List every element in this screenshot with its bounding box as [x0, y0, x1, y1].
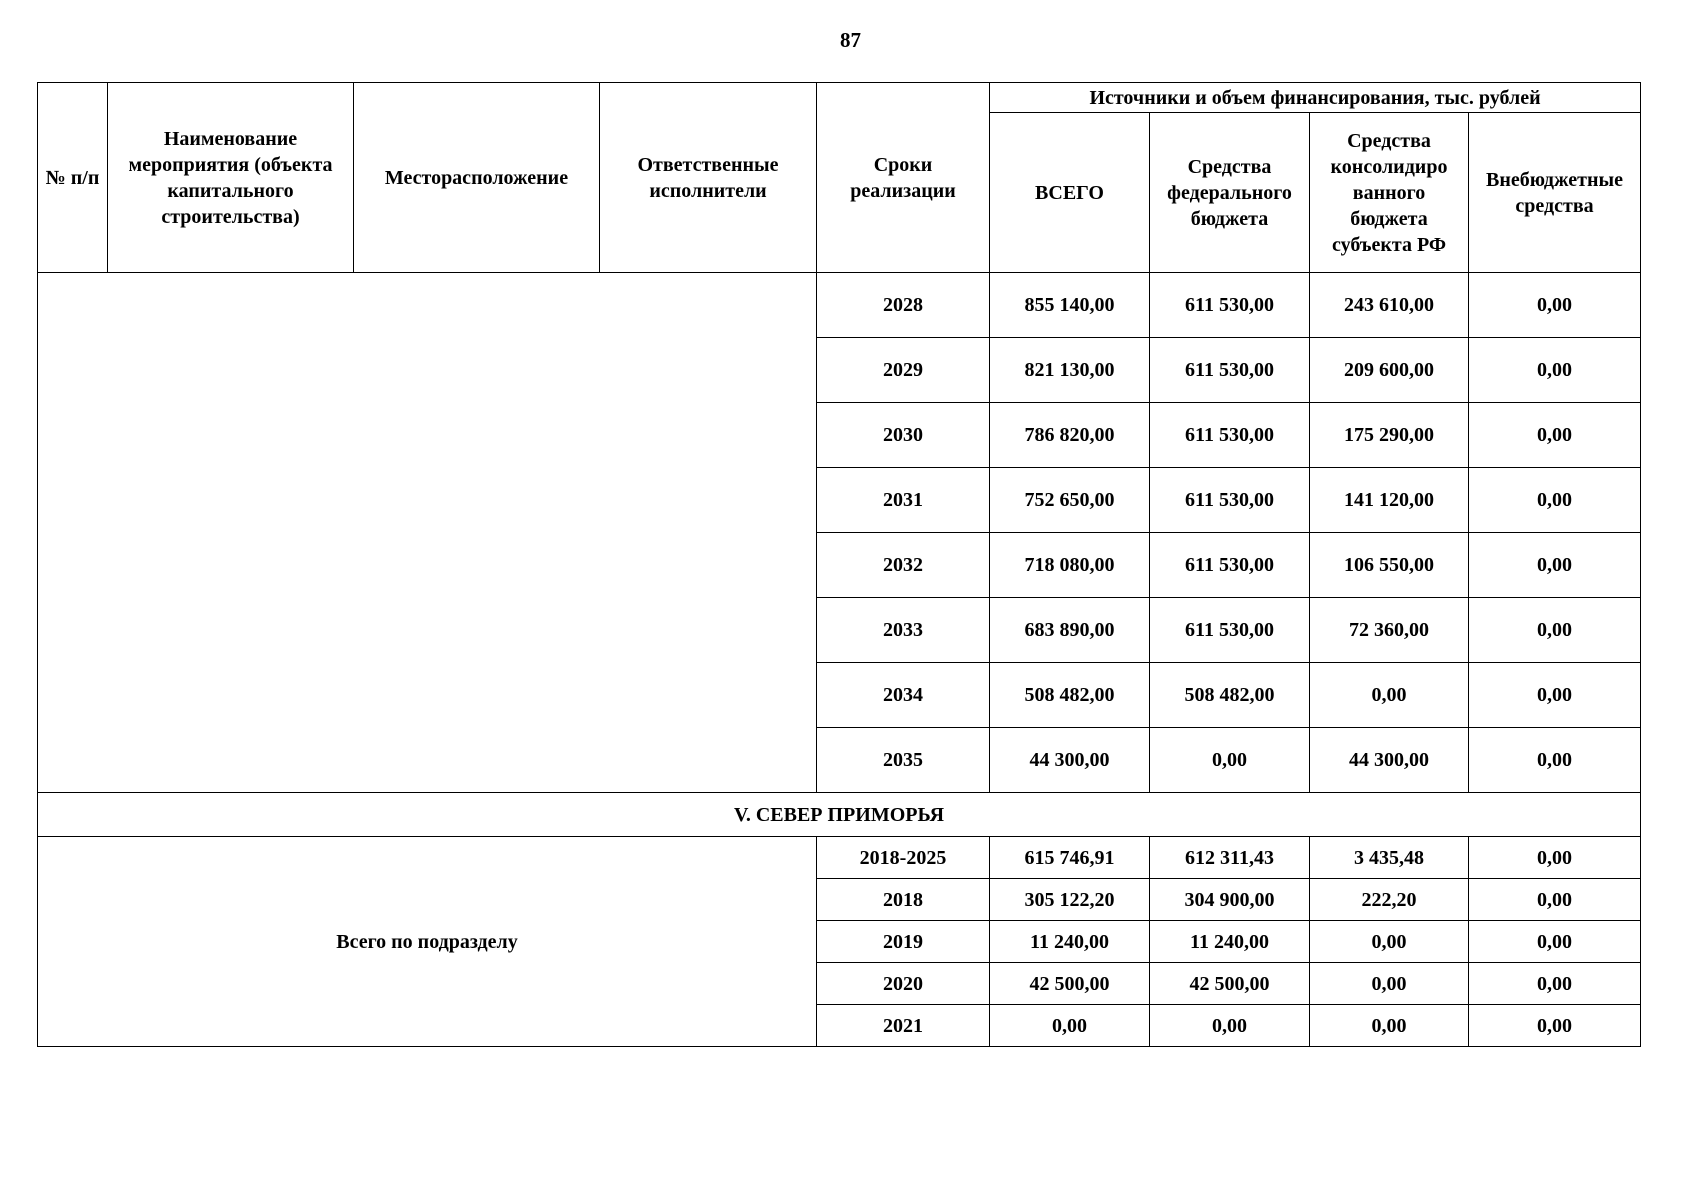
- federal-cell: 611 530,00: [1150, 338, 1310, 403]
- consolidated-cell: 0,00: [1310, 663, 1469, 728]
- period-cell: 2033: [817, 598, 990, 663]
- table-body: [38, 273, 1641, 1047]
- extrabudget-cell: 0,00: [1469, 663, 1641, 728]
- table-row: [38, 837, 1641, 879]
- total-cell: 718 080,00: [990, 533, 1150, 598]
- consolidated-cell: 175 290,00: [1310, 403, 1469, 468]
- section-title: V. СЕВЕР ПРИМОРЬЯ: [38, 793, 1641, 837]
- federal-cell: 508 482,00: [1150, 663, 1310, 728]
- federal-cell: 304 900,00: [1150, 879, 1310, 921]
- extrabudget-cell: 0,00: [1469, 963, 1641, 1005]
- period-cell: 2020: [817, 963, 990, 1005]
- header-col-name: Наименование мероприятия (объекта капитального строительства): [108, 83, 354, 273]
- federal-cell: 611 530,00: [1150, 403, 1310, 468]
- extrabudget-cell: 0,00: [1469, 879, 1641, 921]
- consolidated-cell: 243 610,00: [1310, 273, 1469, 338]
- federal-cell: 11 240,00: [1150, 921, 1310, 963]
- merged-empty-cell: [38, 273, 817, 793]
- extrabudget-cell: 0,00: [1469, 1005, 1641, 1047]
- extrabudget-cell: 0,00: [1469, 921, 1641, 963]
- page-number: 87: [840, 28, 861, 52]
- consolidated-cell: 3 435,48: [1310, 837, 1469, 879]
- consolidated-cell: 0,00: [1310, 921, 1469, 963]
- consolidated-cell: 0,00: [1310, 963, 1469, 1005]
- period-cell: 2018-2025: [817, 837, 990, 879]
- total-cell: 44 300,00: [990, 728, 1150, 793]
- table-header: [38, 83, 1641, 273]
- total-cell: 508 482,00: [990, 663, 1150, 728]
- consolidated-cell: 44 300,00: [1310, 728, 1469, 793]
- period-cell: 2029: [817, 338, 990, 403]
- period-cell: 2030: [817, 403, 990, 468]
- federal-cell: 42 500,00: [1150, 963, 1310, 1005]
- federal-cell: 0,00: [1150, 728, 1310, 793]
- federal-cell: 611 530,00: [1150, 533, 1310, 598]
- extrabudget-cell: 0,00: [1469, 468, 1641, 533]
- consolidated-cell: 0,00: [1310, 1005, 1469, 1047]
- period-cell: 2021: [817, 1005, 990, 1047]
- financing-table: [37, 82, 1641, 1047]
- consolidated-cell: 72 360,00: [1310, 598, 1469, 663]
- extrabudget-cell: 0,00: [1469, 728, 1641, 793]
- federal-cell: 0,00: [1150, 1005, 1310, 1047]
- header-col-responsible: Ответственные исполнители: [600, 83, 817, 273]
- period-cell: 2018: [817, 879, 990, 921]
- header-col-total: ВСЕГО: [990, 113, 1150, 273]
- federal-cell: 611 530,00: [1150, 598, 1310, 663]
- period-cell: 2028: [817, 273, 990, 338]
- total-cell: 821 130,00: [990, 338, 1150, 403]
- total-cell: 11 240,00: [990, 921, 1150, 963]
- header-col-no: № п/п: [38, 83, 108, 273]
- extrabudget-cell: 0,00: [1469, 403, 1641, 468]
- federal-cell: 611 530,00: [1150, 273, 1310, 338]
- total-cell: 786 820,00: [990, 403, 1150, 468]
- extrabudget-cell: 0,00: [1469, 598, 1641, 663]
- total-cell: 855 140,00: [990, 273, 1150, 338]
- federal-cell: 612 311,43: [1150, 837, 1310, 879]
- total-cell: 0,00: [990, 1005, 1150, 1047]
- header-col-consolidated: Средства консолидиро ванного бюджета субъекта РФ: [1310, 113, 1469, 273]
- extrabudget-cell: 0,00: [1469, 837, 1641, 879]
- consolidated-cell: 106 550,00: [1310, 533, 1469, 598]
- period-cell: 2019: [817, 921, 990, 963]
- total-cell: 42 500,00: [990, 963, 1150, 1005]
- consolidated-cell: 209 600,00: [1310, 338, 1469, 403]
- total-cell: 683 890,00: [990, 598, 1150, 663]
- total-cell: 615 746,91: [990, 837, 1150, 879]
- period-cell: 2034: [817, 663, 990, 728]
- consolidated-cell: 222,20: [1310, 879, 1469, 921]
- extrabudget-cell: 0,00: [1469, 273, 1641, 338]
- extrabudget-cell: 0,00: [1469, 338, 1641, 403]
- total-cell: 305 122,20: [990, 879, 1150, 921]
- subsection-total-label: Всего по подразделу: [38, 837, 817, 1047]
- extrabudget-cell: 0,00: [1469, 533, 1641, 598]
- consolidated-cell: 141 120,00: [1310, 468, 1469, 533]
- period-cell: 2035: [817, 728, 990, 793]
- header-funding-group: Источники и объем финансирования, тыс. рублей: [990, 83, 1641, 113]
- table-row: [38, 273, 1641, 338]
- federal-cell: 611 530,00: [1150, 468, 1310, 533]
- period-cell: 2032: [817, 533, 990, 598]
- header-col-extrabudget: Внебюджетные средства: [1469, 113, 1641, 273]
- header-col-federal: Средства федерального бюджета: [1150, 113, 1310, 273]
- total-cell: 752 650,00: [990, 468, 1150, 533]
- header-col-location: Месторасположение: [354, 83, 600, 273]
- period-cell: 2031: [817, 468, 990, 533]
- header-col-period: Сроки реализации: [817, 83, 990, 273]
- section-row: [38, 793, 1641, 837]
